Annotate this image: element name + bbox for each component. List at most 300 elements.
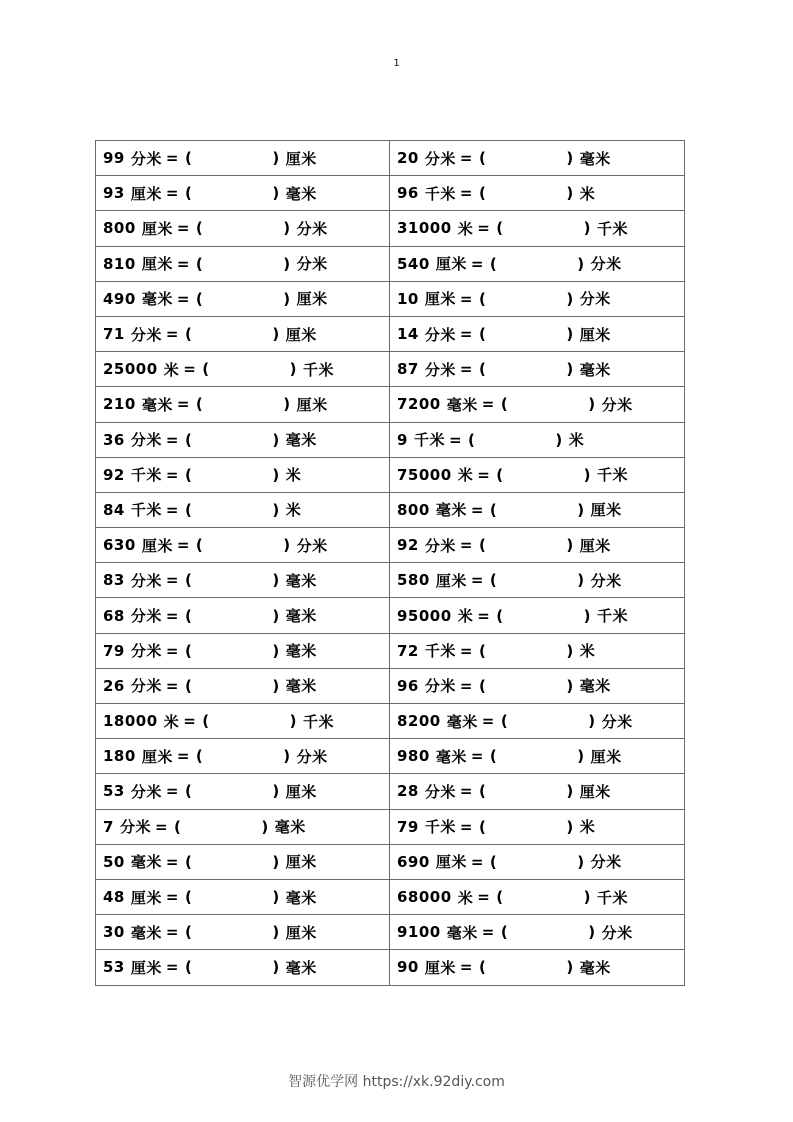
equals-sign: = <box>470 852 484 871</box>
conversion-question <box>397 183 684 204</box>
close-paren: ) <box>261 817 269 836</box>
conversion-question <box>397 394 684 415</box>
close-paren: ) <box>272 325 280 344</box>
table-row <box>96 633 685 668</box>
table-row <box>96 774 685 809</box>
question-number: 99 <box>103 149 125 168</box>
source-unit: 分米 <box>130 431 162 450</box>
equals-sign: = <box>470 500 484 519</box>
close-paren: ) <box>272 923 280 942</box>
conversion-question-cell <box>390 598 685 633</box>
source-unit: 千米 <box>413 431 445 450</box>
close-paren: ) <box>272 430 280 449</box>
equals-sign: = <box>165 500 179 519</box>
question-number: 800 <box>397 500 430 519</box>
conversion-question <box>103 499 389 520</box>
close-paren: ) <box>566 958 574 977</box>
conversion-question-cell <box>96 387 390 422</box>
source-unit: 毫米 <box>435 501 467 520</box>
target-unit: 分米 <box>590 571 622 590</box>
target-unit: 分米 <box>296 747 328 766</box>
table-row <box>96 879 685 914</box>
question-number: 68000 <box>397 888 452 907</box>
close-paren: ) <box>289 360 297 379</box>
open-paren: ( <box>489 500 498 519</box>
open-paren: ( <box>184 676 193 695</box>
question-number: 92 <box>397 536 419 555</box>
conversion-question-cell <box>96 739 390 774</box>
table-row <box>96 528 685 563</box>
open-paren: ( <box>184 782 193 801</box>
target-unit: 分米 <box>296 255 328 274</box>
conversion-question-cell <box>96 950 390 985</box>
target-unit: 千米 <box>303 712 335 731</box>
conversion-question-cell <box>390 316 685 351</box>
equals-sign: = <box>176 747 190 766</box>
conversion-question <box>103 535 389 556</box>
equals-sign: = <box>459 641 473 660</box>
conversion-question-cell <box>96 879 390 914</box>
close-paren: ) <box>588 923 596 942</box>
question-number: 810 <box>103 254 136 273</box>
close-paren: ) <box>588 712 596 731</box>
open-paren: ( <box>496 606 504 625</box>
close-paren: ) <box>272 852 280 871</box>
conversion-question-cell <box>96 352 390 387</box>
equals-sign: = <box>477 465 491 484</box>
open-paren: ( <box>184 325 193 344</box>
target-unit: 厘米 <box>579 782 611 801</box>
conversion-question <box>397 887 684 908</box>
conversion-question <box>397 570 684 591</box>
source-unit: 厘米 <box>130 958 162 977</box>
equals-sign: = <box>165 571 179 590</box>
close-paren: ) <box>289 712 297 731</box>
question-number: 25000 <box>103 360 158 379</box>
conversion-question-cell <box>390 387 685 422</box>
conversion-question-cell <box>390 879 685 914</box>
open-paren: ( <box>468 430 476 449</box>
equals-sign: = <box>459 958 473 977</box>
equals-sign: = <box>459 149 473 168</box>
close-paren: ) <box>283 395 291 414</box>
conversion-question <box>103 253 389 274</box>
question-number: 71 <box>103 325 125 344</box>
target-unit: 厘米 <box>296 395 328 414</box>
close-paren: ) <box>272 782 280 801</box>
conversion-question-cell <box>96 774 390 809</box>
question-number: 96 <box>397 676 419 695</box>
conversion-question <box>397 605 684 626</box>
source-unit: 分米 <box>130 782 162 801</box>
conversion-question <box>397 640 684 661</box>
conversion-question <box>397 816 684 837</box>
close-paren: ) <box>566 536 574 555</box>
conversion-question-cell <box>96 633 390 668</box>
close-paren: ) <box>566 149 574 168</box>
open-paren: ( <box>184 641 193 660</box>
close-paren: ) <box>577 500 585 519</box>
conversion-question-cell <box>96 704 390 739</box>
conversion-question-cell <box>96 598 390 633</box>
table-body <box>96 141 685 986</box>
conversion-question-cell <box>390 844 685 879</box>
source-unit: 厘米 <box>435 571 467 590</box>
table-row <box>96 704 685 739</box>
open-paren: ( <box>500 923 509 942</box>
target-unit: 千米 <box>597 888 629 907</box>
question-number: 8200 <box>397 712 441 731</box>
conversion-question-cell <box>390 492 685 527</box>
question-number: 30 <box>103 923 125 942</box>
close-paren: ) <box>283 289 291 308</box>
target-unit: 千米 <box>597 607 629 626</box>
close-paren: ) <box>566 325 574 344</box>
source-unit: 分米 <box>424 677 456 696</box>
target-unit: 千米 <box>597 466 629 485</box>
conversion-question-cell <box>96 915 390 950</box>
conversion-question-cell <box>390 422 685 457</box>
question-number: 93 <box>103 184 125 203</box>
open-paren: ( <box>489 747 498 766</box>
source-unit: 毫米 <box>446 923 478 942</box>
conversion-question-cell <box>96 141 390 176</box>
source-unit: 分米 <box>424 782 456 801</box>
question-number: 31000 <box>397 219 452 238</box>
conversion-question <box>103 324 389 345</box>
target-unit: 分米 <box>579 290 611 309</box>
table-row <box>96 563 685 598</box>
target-unit: 米 <box>579 818 596 837</box>
close-paren: ) <box>272 500 280 519</box>
equals-sign: = <box>183 712 197 731</box>
conversion-question-cell <box>96 246 390 281</box>
question-number: 540 <box>397 254 430 273</box>
conversion-question <box>397 429 684 450</box>
conversion-question-cell <box>96 422 390 457</box>
close-paren: ) <box>577 747 585 766</box>
conversion-question-cell <box>96 492 390 527</box>
question-number: 79 <box>397 817 419 836</box>
source-unit: 毫米 <box>141 290 173 309</box>
open-paren: ( <box>184 465 193 484</box>
open-paren: ( <box>184 500 193 519</box>
conversion-question <box>397 148 684 169</box>
conversion-question-cell <box>390 352 685 387</box>
open-paren: ( <box>184 852 193 871</box>
source-unit: 毫米 <box>435 747 467 766</box>
conversion-question-cell <box>390 633 685 668</box>
question-number: 28 <box>397 782 419 801</box>
equals-sign: = <box>165 149 179 168</box>
open-paren: ( <box>184 430 193 449</box>
conversion-question-cell <box>96 563 390 598</box>
close-paren: ) <box>555 430 563 449</box>
conversion-question <box>397 957 684 978</box>
close-paren: ) <box>577 852 585 871</box>
open-paren: ( <box>184 184 193 203</box>
table-row <box>96 422 685 457</box>
conversion-question <box>103 816 389 837</box>
question-number: 26 <box>103 676 125 695</box>
open-paren: ( <box>496 888 504 907</box>
close-paren: ) <box>272 149 280 168</box>
conversion-question-cell <box>96 528 390 563</box>
question-number: 7200 <box>397 395 441 414</box>
source-unit: 分米 <box>130 642 162 661</box>
conversion-question-cell <box>390 281 685 316</box>
close-paren: ) <box>566 289 574 308</box>
open-paren: ( <box>195 219 204 238</box>
conversion-question <box>397 851 684 872</box>
close-paren: ) <box>583 465 591 484</box>
source-unit: 厘米 <box>424 958 456 977</box>
target-unit: 米 <box>579 642 596 661</box>
source-unit: 米 <box>163 712 180 731</box>
conversion-question-cell <box>96 316 390 351</box>
open-paren: ( <box>184 888 193 907</box>
question-number: 90 <box>397 958 419 977</box>
source-unit: 千米 <box>130 466 162 485</box>
close-paren: ) <box>583 606 591 625</box>
source-unit: 厘米 <box>141 536 173 555</box>
conversion-question <box>103 148 389 169</box>
question-number: 84 <box>103 500 125 519</box>
target-unit: 毫米 <box>285 571 317 590</box>
conversion-question-cell <box>96 211 390 246</box>
close-paren: ) <box>577 254 585 273</box>
source-unit: 分米 <box>119 818 151 837</box>
table-row <box>96 598 685 633</box>
source-unit: 米 <box>457 607 474 626</box>
close-paren: ) <box>577 571 585 590</box>
open-paren: ( <box>195 289 204 308</box>
equals-sign: = <box>165 923 179 942</box>
table-row <box>96 739 685 774</box>
target-unit: 米 <box>579 184 596 203</box>
conversion-question-cell <box>390 739 685 774</box>
question-number: 87 <box>397 360 419 379</box>
equals-sign: = <box>183 360 197 379</box>
question-number: 14 <box>397 325 419 344</box>
conversion-question <box>397 324 684 345</box>
target-unit: 分米 <box>601 395 633 414</box>
conversion-question <box>103 957 389 978</box>
open-paren: ( <box>496 465 504 484</box>
question-number: 580 <box>397 571 430 590</box>
open-paren: ( <box>174 817 182 836</box>
question-number: 48 <box>103 888 125 907</box>
target-unit: 毫米 <box>285 642 317 661</box>
table-row <box>96 950 685 985</box>
conversion-question <box>103 429 389 450</box>
question-number: 180 <box>103 747 136 766</box>
equals-sign: = <box>459 184 473 203</box>
source-unit: 厘米 <box>435 255 467 274</box>
question-number: 95000 <box>397 606 452 625</box>
open-paren: ( <box>500 395 509 414</box>
equals-sign: = <box>165 606 179 625</box>
source-unit: 分米 <box>424 149 456 168</box>
conversion-question <box>103 394 389 415</box>
source-unit: 分米 <box>130 149 162 168</box>
source-unit: 毫米 <box>446 395 478 414</box>
target-unit: 毫米 <box>285 431 317 450</box>
question-number: 68 <box>103 606 125 625</box>
equals-sign: = <box>477 606 491 625</box>
target-unit: 毫米 <box>579 360 611 379</box>
source-unit: 毫米 <box>130 923 162 942</box>
conversion-question-cell <box>390 774 685 809</box>
equals-sign: = <box>481 923 495 942</box>
source-unit: 厘米 <box>130 184 162 203</box>
table-row <box>96 352 685 387</box>
target-unit: 米 <box>568 431 585 450</box>
equals-sign: = <box>176 395 190 414</box>
question-number: 72 <box>397 641 419 660</box>
conversion-question <box>397 922 684 943</box>
conversion-question <box>103 570 389 591</box>
equals-sign: = <box>165 465 179 484</box>
equals-sign: = <box>459 536 473 555</box>
source-unit: 分米 <box>424 536 456 555</box>
question-number: 96 <box>397 184 419 203</box>
source-unit: 厘米 <box>424 290 456 309</box>
target-unit: 毫米 <box>579 149 611 168</box>
question-number: 18000 <box>103 712 158 731</box>
question-number: 490 <box>103 289 136 308</box>
question-number: 7 <box>103 817 114 836</box>
conversion-question <box>397 359 684 380</box>
close-paren: ) <box>272 184 280 203</box>
target-unit: 厘米 <box>285 325 317 344</box>
equals-sign: = <box>459 817 473 836</box>
equals-sign: = <box>165 325 179 344</box>
table-row <box>96 809 685 844</box>
target-unit: 毫米 <box>285 677 317 696</box>
equals-sign: = <box>470 747 484 766</box>
equals-sign: = <box>459 676 473 695</box>
open-paren: ( <box>184 571 193 590</box>
equals-sign: = <box>477 219 491 238</box>
equals-sign: = <box>459 289 473 308</box>
equals-sign: = <box>165 641 179 660</box>
conversion-question <box>103 183 389 204</box>
conversion-question <box>397 218 684 239</box>
conversion-question <box>397 253 684 274</box>
close-paren: ) <box>566 360 574 379</box>
source-unit: 千米 <box>424 818 456 837</box>
question-number: 9100 <box>397 923 441 942</box>
equals-sign: = <box>176 536 190 555</box>
conversion-question <box>103 711 389 732</box>
source-unit: 米 <box>163 360 180 379</box>
equals-sign: = <box>154 817 169 836</box>
close-paren: ) <box>566 641 574 660</box>
target-unit: 分米 <box>296 536 328 555</box>
close-paren: ) <box>272 958 280 977</box>
close-paren: ) <box>272 641 280 660</box>
source-unit: 毫米 <box>446 712 478 731</box>
open-paren: ( <box>184 923 193 942</box>
equals-sign: = <box>165 888 179 907</box>
equals-sign: = <box>481 712 495 731</box>
conversion-question <box>397 464 684 485</box>
close-paren: ) <box>583 888 591 907</box>
conversion-question <box>103 675 389 696</box>
equals-sign: = <box>176 219 190 238</box>
source-unit: 分米 <box>130 325 162 344</box>
open-paren: ( <box>184 149 193 168</box>
conversion-question-cell <box>390 668 685 703</box>
open-paren: ( <box>496 219 504 238</box>
equals-sign: = <box>165 430 179 449</box>
question-number: 9 <box>397 430 408 449</box>
source-unit: 分米 <box>130 607 162 626</box>
source-unit: 分米 <box>424 325 456 344</box>
conversion-question <box>397 711 684 732</box>
source-unit: 厘米 <box>141 219 173 238</box>
source-unit: 分米 <box>130 677 162 696</box>
conversion-question-cell <box>390 809 685 844</box>
conversion-question-cell <box>390 950 685 985</box>
open-paren: ( <box>202 712 210 731</box>
close-paren: ) <box>272 888 280 907</box>
target-unit: 分米 <box>601 923 633 942</box>
open-paren: ( <box>489 852 498 871</box>
conversion-question-cell <box>96 668 390 703</box>
conversion-question <box>103 640 389 661</box>
open-paren: ( <box>489 254 498 273</box>
conversion-question-cell <box>390 176 685 211</box>
equals-sign: = <box>477 888 491 907</box>
conversion-question <box>397 499 684 520</box>
equals-sign: = <box>165 184 179 203</box>
target-unit: 毫米 <box>274 818 306 837</box>
conversion-question <box>103 887 389 908</box>
open-paren: ( <box>478 817 487 836</box>
conversion-question <box>103 464 389 485</box>
close-paren: ) <box>566 184 574 203</box>
conversion-question-cell <box>96 457 390 492</box>
close-paren: ) <box>588 395 596 414</box>
question-number: 980 <box>397 747 430 766</box>
target-unit: 千米 <box>597 219 629 238</box>
conversion-question-cell <box>390 528 685 563</box>
target-unit: 厘米 <box>285 853 317 872</box>
conversion-question <box>397 675 684 696</box>
equals-sign: = <box>470 571 484 590</box>
target-unit: 分米 <box>590 255 622 274</box>
target-unit: 毫米 <box>579 677 611 696</box>
table-row <box>96 492 685 527</box>
open-paren: ( <box>195 254 204 273</box>
source-unit: 分米 <box>130 571 162 590</box>
source-unit: 毫米 <box>141 395 173 414</box>
equals-sign: = <box>176 254 190 273</box>
source-unit: 千米 <box>424 642 456 661</box>
close-paren: ) <box>566 782 574 801</box>
close-paren: ) <box>272 606 280 625</box>
open-paren: ( <box>478 676 487 695</box>
conversion-question-cell <box>96 281 390 316</box>
open-paren: ( <box>478 958 487 977</box>
source-unit: 厘米 <box>141 747 173 766</box>
open-paren: ( <box>478 325 487 344</box>
table-row <box>96 176 685 211</box>
conversion-question-cell <box>390 915 685 950</box>
table-row <box>96 246 685 281</box>
